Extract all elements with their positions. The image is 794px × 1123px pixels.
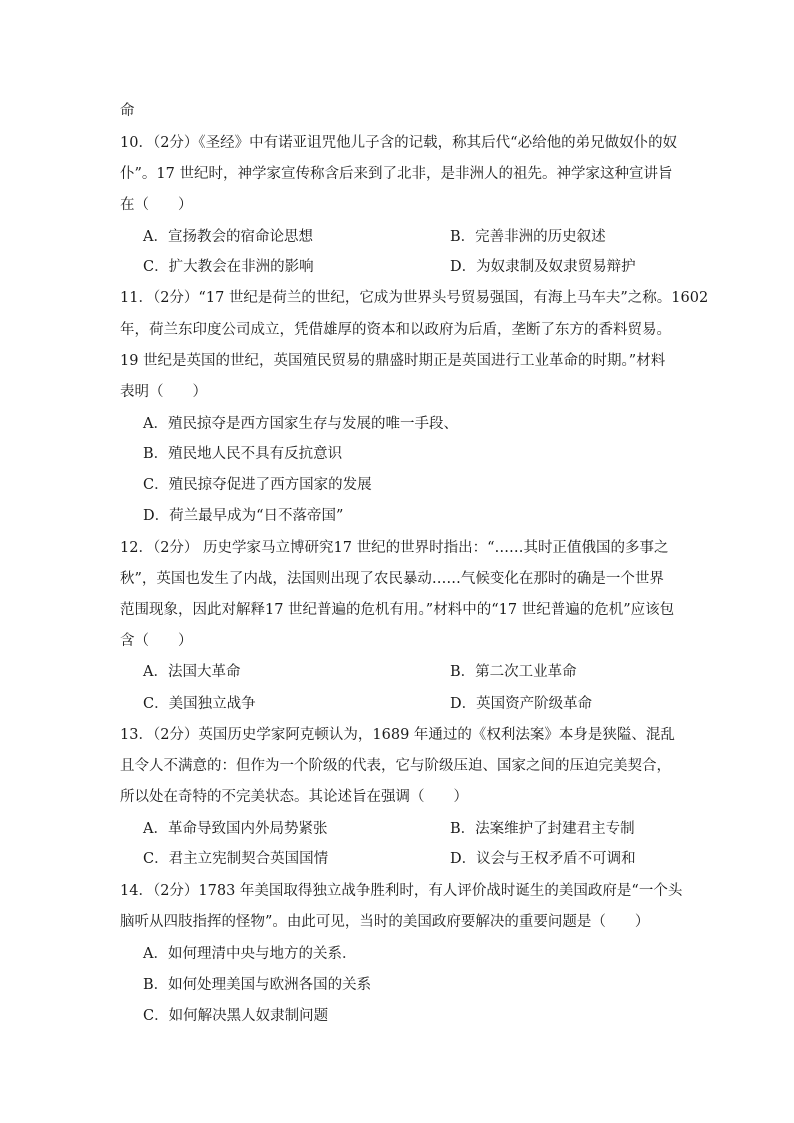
- option-d: D．议会与王权矛盾不可调和: [450, 851, 636, 867]
- option-a: A．宣扬教会的宿命论思想: [143, 229, 313, 245]
- carry-over-text: 命: [120, 103, 135, 119]
- option-a: A．法国大革命: [143, 664, 241, 680]
- question-text-line: 仆”。17 世纪时，神学家宣传称含后来到了北非，是非洲人的祖先。神学家这种宣讲旨: [120, 166, 673, 182]
- question-text-line: 脑听从四肢指挥的怪物”。由此可见，当时的美国政府要解决的重要问题是（ ）: [120, 914, 650, 930]
- option-c: C．君主立宪制契合英国国情: [143, 851, 329, 867]
- option-b: B．如何处理美国与欧洲各国的关系: [143, 977, 372, 993]
- question-text-line: 年，荷兰东印度公司成立，凭借雄厚的资本和以政府为后盾，垄断了东方的香料贸易。: [120, 322, 671, 338]
- option-b: B．完善非洲的历史叙述: [450, 229, 606, 245]
- option-d: D．荷兰最早成为“日不落帝国”: [143, 508, 344, 524]
- question-text-line: 12．（2分） 历史学家马立博研究17 世纪的世界时指出：“……其时正值俄国的多事之: [120, 540, 669, 556]
- option-d: D．为奴隶制及奴隶贸易辩护: [450, 259, 636, 275]
- question-text-line: 11．（2分）“17 世纪是荷兰的世纪，它成为世界头号贸易强国，有海上马车夫”之称。1602: [120, 290, 709, 306]
- question-text-line: 19 世纪是英国的世纪，英国殖民贸易的鼎盛时期正是英国进行工业革命的时期。”材料: [120, 353, 666, 369]
- option-b: B．法案维护了封建君主专制: [450, 821, 635, 837]
- option-b: B．第二次工业革命: [450, 664, 577, 680]
- question-text-line: 10．（2分）《圣经》中有诺亚诅咒他儿子含的记载，称其后代“必给他的弟兄做奴仆的奴: [120, 135, 678, 151]
- question-text-line: 13．（2分）英国历史学家阿克顿认为，1689 年通过的《权利法案》本身是狭隘、混乱: [120, 727, 675, 743]
- question-text-line: 14．（2分）1783 年美国取得独立战争胜利时，有人评价战时诞生的美国政府是“一个头: [120, 883, 683, 899]
- option-c: C．扩大教会在非洲的影响: [143, 259, 314, 275]
- question-text-line: 且令人不满意的：但作为一个阶级的代表，它与阶级压迫、国家之间的压迫完美契合，: [120, 758, 671, 774]
- question-text-line: 秋”，英国也发生了内战，法国则出现了农民暴动……气候变化在那时的确是一个世界: [120, 571, 664, 587]
- option-a: A．殖民掠夺是西方国家生存与发展的唯一手段、: [143, 416, 458, 432]
- question-text-line: 所以处在奇特的不完美状态。其论述旨在强调（ ）: [120, 789, 468, 805]
- question-text-line: 在（ ）: [120, 197, 193, 213]
- option-a: A．革命导致国内外局势紧张: [143, 821, 328, 837]
- question-text-line: 表明（ ）: [120, 384, 207, 400]
- question-text-line: 范围现象，因此对解释17 世纪普遍的危机有用。”材料中的“17 世纪普遍的危机”应该包: [120, 602, 675, 618]
- option-d: D．英国资产阶级革命: [450, 696, 593, 712]
- option-c: C．殖民掠夺促进了西方国家的发展: [143, 477, 372, 493]
- option-a: A．如何理清中央与地方的关系．: [143, 946, 357, 962]
- option-c: C．美国独立战争: [143, 696, 256, 712]
- option-b: B．殖民地人民不具有反抗意识: [143, 446, 343, 462]
- question-text-line: 含（ ）: [120, 633, 193, 649]
- option-c: C．如何解决黑人奴隶制问题: [143, 1008, 329, 1024]
